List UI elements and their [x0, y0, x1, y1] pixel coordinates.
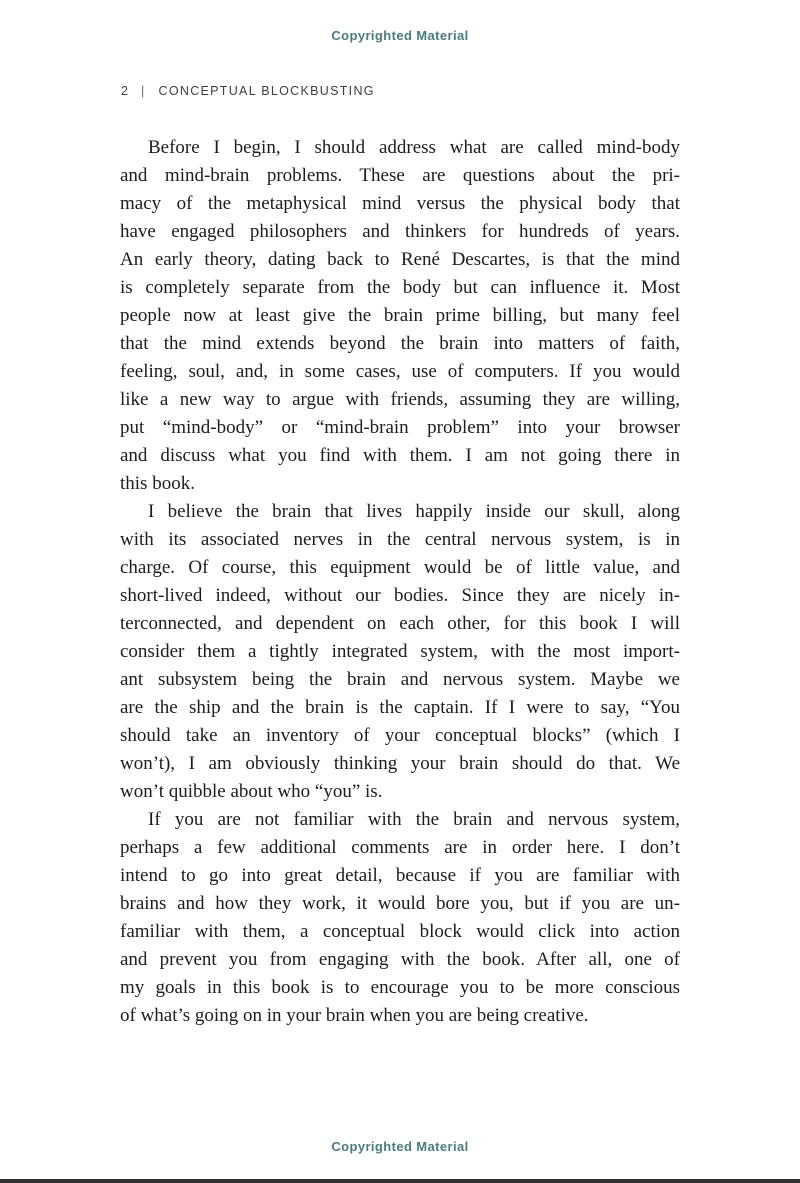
text-line: I believe the brain that lives happily inside our skull, along: [148, 501, 680, 522]
text-line: like a new way to argue with friends, assuming they are willing,: [120, 389, 680, 410]
copyright-notice-top: Copyrighted Material: [331, 28, 469, 43]
paragraph: [120, 806, 680, 1030]
text-line: and discuss what you find with them. I am not going there in: [120, 445, 680, 466]
text-line: If you are not familiar with the brain and nervous system,: [148, 809, 680, 830]
body-text: [120, 134, 680, 1030]
running-header: [121, 84, 375, 98]
text-line: charge. Of course, this equipment would be of little value, and: [120, 557, 680, 578]
text-line: An early theory, dating back to René Descartes, is that the mind: [120, 249, 680, 270]
text-line: this book.: [120, 473, 195, 494]
text-line: and prevent you from engaging with the book. After all, one of: [120, 949, 680, 970]
text-line: terconnected, and dependent on each other, for this book I will: [120, 613, 680, 634]
paragraph: [120, 134, 680, 498]
header-separator: |: [140, 84, 146, 98]
page-number: 2: [121, 84, 128, 98]
text-line: put “mind-body” or “mind-brain problem” into your browser: [120, 417, 680, 438]
chapter-title: CONCEPTUAL BLOCKBUSTING: [158, 84, 375, 98]
text-line: are the ship and the brain is the captain. If I were to say, “You: [120, 697, 680, 718]
text-line: with its associated nerves in the central nervous system, is in: [120, 529, 680, 550]
text-line: and mind-brain problems. These are questions about the pri-: [120, 165, 680, 186]
text-line: familiar with them, a conceptual block would click into action: [120, 921, 680, 942]
text-line: that the mind extends beyond the brain into matters of faith,: [120, 333, 680, 354]
text-line: my goals in this book is to encourage you to be more conscious: [120, 977, 680, 998]
page-bottom-edge: [0, 1179, 800, 1183]
text-line: feeling, soul, and, in some cases, use of computers. If you would: [120, 361, 680, 382]
text-line: won’t), I am obviously thinking your brain should do that. We: [120, 753, 680, 774]
text-line: have engaged philosophers and thinkers for hundreds of years.: [120, 221, 680, 242]
text-line: macy of the metaphysical mind versus the physical body that: [120, 193, 680, 214]
text-line: Before I begin, I should address what are called mind-body: [148, 137, 680, 158]
text-line: short-lived indeed, without our bodies. Since they are nicely in-: [120, 585, 680, 606]
text-line: should take an inventory of your conceptual blocks” (which I: [120, 725, 680, 746]
paragraph: [120, 498, 680, 806]
text-line: people now at least give the brain prime billing, but many feel: [120, 305, 680, 326]
text-line: is completely separate from the body but can influence it. Most: [120, 277, 680, 298]
text-line: ant subsystem being the brain and nervous system. Maybe we: [120, 669, 680, 690]
text-line: of what’s going on in your brain when you are being creative.: [120, 1005, 589, 1026]
text-line: intend to go into great detail, because if you are familiar with: [120, 865, 680, 886]
text-line: consider them a tightly integrated system, with the most import-: [120, 641, 680, 662]
text-line: won’t quibble about who “you” is.: [120, 781, 383, 802]
text-line: perhaps a few additional comments are in order here. I don’t: [120, 837, 680, 858]
text-line: brains and how they work, it would bore you, but if you are un-: [120, 893, 680, 914]
copyright-notice-bottom: Copyrighted Material: [331, 1139, 469, 1154]
